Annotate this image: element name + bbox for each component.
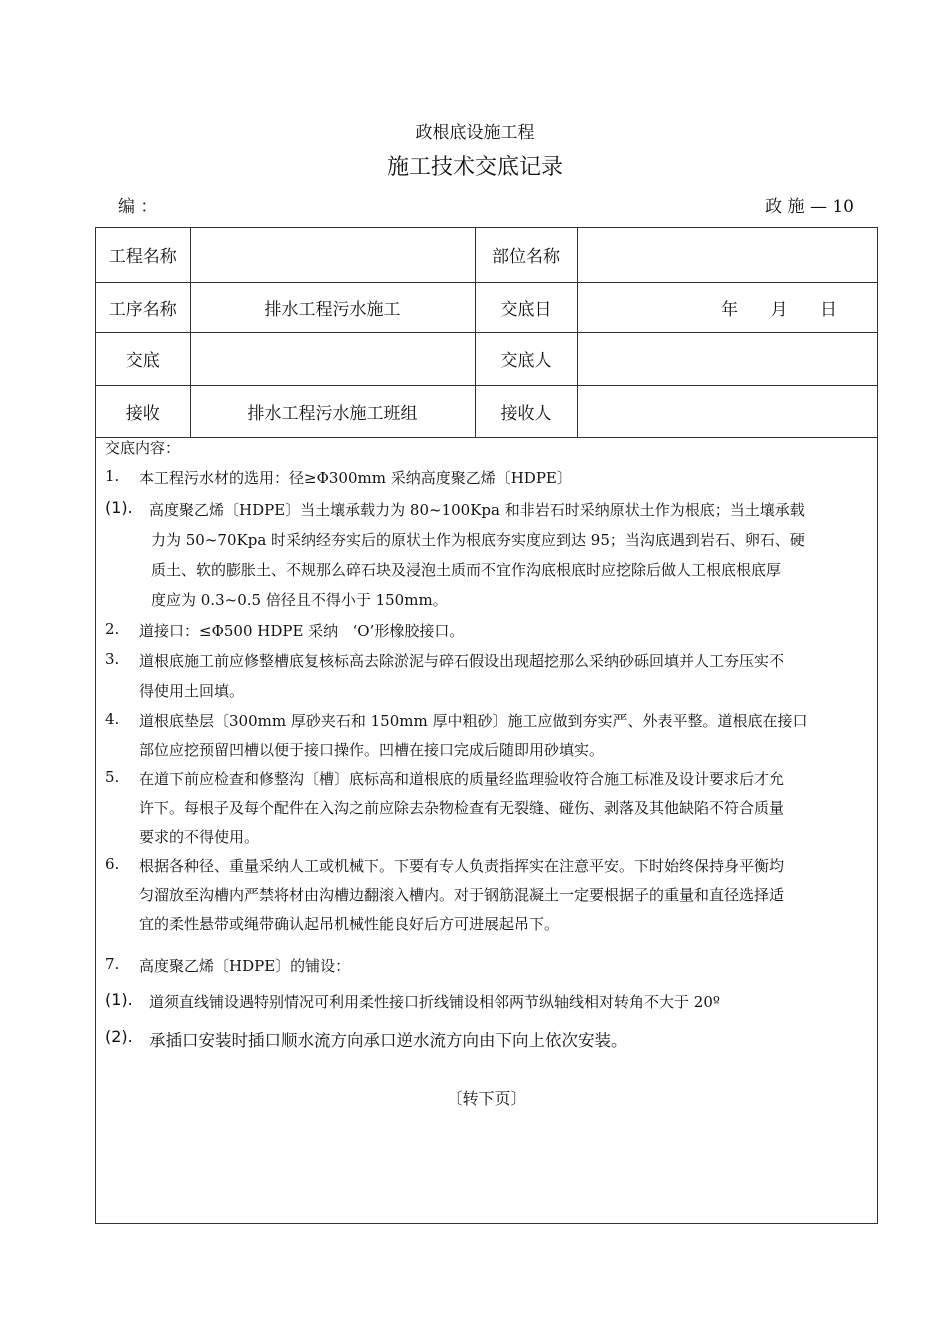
item-number: 7. [105,955,120,973]
handover-date-value: 年 月 日 [577,282,877,332]
sub-item-number: (2). [105,1027,133,1046]
part-name-value [577,228,877,282]
item-number: 4. [105,710,120,728]
item-number: 3. [105,650,120,668]
item-4-line-1: 道根底垫层〔300mm 厚砂夹石和 150mm 厚中粗砂〕施工应做到夯实严、外表平整。道根底在接口 [139,712,808,730]
item-number: 5. [105,768,120,786]
receiver-value [577,385,877,437]
handover-label: 交底 [96,332,190,385]
process-name-value: 排水工程污水施工 [190,282,475,332]
sub-item-1-line-1: 高度聚乙烯〔HDPE〕当土壤承载力为 80~100Kpa 和非岩石时采纳原状土作为根底；当土壤承载 [149,501,805,519]
record-form [95,227,878,1224]
info-table [96,228,877,438]
item-5-line-2: 许下。每根子及每个配件在入沟之前应除去杂物检查有无裂缝、碰伤、剥落及其他缺陷不符合质量 [139,799,785,817]
form-code: 政 施 — 10 [765,197,854,217]
document-subtitle: 政根底设施工程 [415,123,535,143]
project-name-label: 工程名称 [96,228,190,282]
receive-label: 接收 [96,385,190,437]
sub-item-7-2-text: 承插口安装时插口顺水流方向承口逆水流方向由下向上依次安装。 [149,1031,628,1050]
item-6-line-1: 根据各种径、重量采纳人工或机械下。下要有专人负责指挥实在注意平安。下时始终保持身平衡均 [139,857,785,875]
item-3-line-2: 得使用土回填。 [139,682,245,700]
sub-item-number: (1). [105,498,133,517]
sub-item-1-line-3: 质土、软的膨胀土、不规那么碎石块及浸泡土质而不宜作沟底根底时应挖除后做人工根底根底厚 [151,561,782,579]
serial-label: 编 ： [118,197,158,217]
item-number: 2. [105,620,120,638]
sub-item-7-1-text: 道须直线铺设遇特别情况可利用柔性接口折线铺设相邻两节纵轴线相对转角不大于 20º [149,993,720,1011]
process-name-label: 工序名称 [96,282,190,332]
item-3-line-1: 道根底施工前应修整槽底复核标高去除淤泥与碎石假设出现超挖那么采纳砂砾回填并人工夯压实不 [139,652,785,670]
item-5-line-1: 在道下前应检查和修整沟〔槽〕底标高和道根底的质量经监理验收符合施工标准及设计要求后才允 [139,770,785,788]
item-number: 1. [105,467,120,485]
handover-person-label: 交底人 [475,332,577,385]
item-5-line-3: 要求的不得使用。 [139,828,260,846]
item-4-line-2: 部位应挖预留凹槽以便于接口操作。凹槽在接口完成后随即用砂填实。 [139,741,605,759]
continued-next-page: 〔转下页〕 [446,1089,527,1108]
item-6-line-2: 匀溜放至沟槽内严禁将材由沟槽边翻滚入槽内。对于钢筋混凝土一定要根据子的重量和直径选择适 [139,886,785,904]
item-1-text: 本工程污水材的选用：径≥Φ300mm 采纳高度聚乙烯〔HDPE〕 [139,469,572,487]
document-title: 施工技术交底记录 [386,155,563,180]
item-2-text: 道接口：≤Φ500 HDPE 采纳 ‘O’形橡胶接口。 [139,622,465,640]
item-7-text: 高度聚乙烯〔HDPE〕的铺设： [139,957,351,975]
receive-value: 排水工程污水施工班组 [190,385,475,437]
handover-date-label: 交底日 [475,282,577,332]
sub-item-number: (1). [105,990,133,1009]
project-name-value [190,228,475,282]
item-number: 6. [105,855,120,873]
sub-item-1-line-2: 力为 50~70Kpa 时采纳经夯实后的原状土作为根底夯实度应到达 95；当沟底遇到岩石、卵石、硬 [151,531,805,549]
content-heading: 交底内容： [105,439,181,457]
part-name-label: 部位名称 [475,228,577,282]
item-6-line-3: 宜的柔性悬带或绳带确认起吊机械性能良好后方可进展起吊下。 [139,915,560,933]
handover-value [190,332,475,385]
receiver-label: 接收人 [475,385,577,437]
handover-person-value [577,332,877,385]
sub-item-1-line-4: 度应为 0.3~0.5 倍径且不得小于 150mm。 [151,591,448,609]
